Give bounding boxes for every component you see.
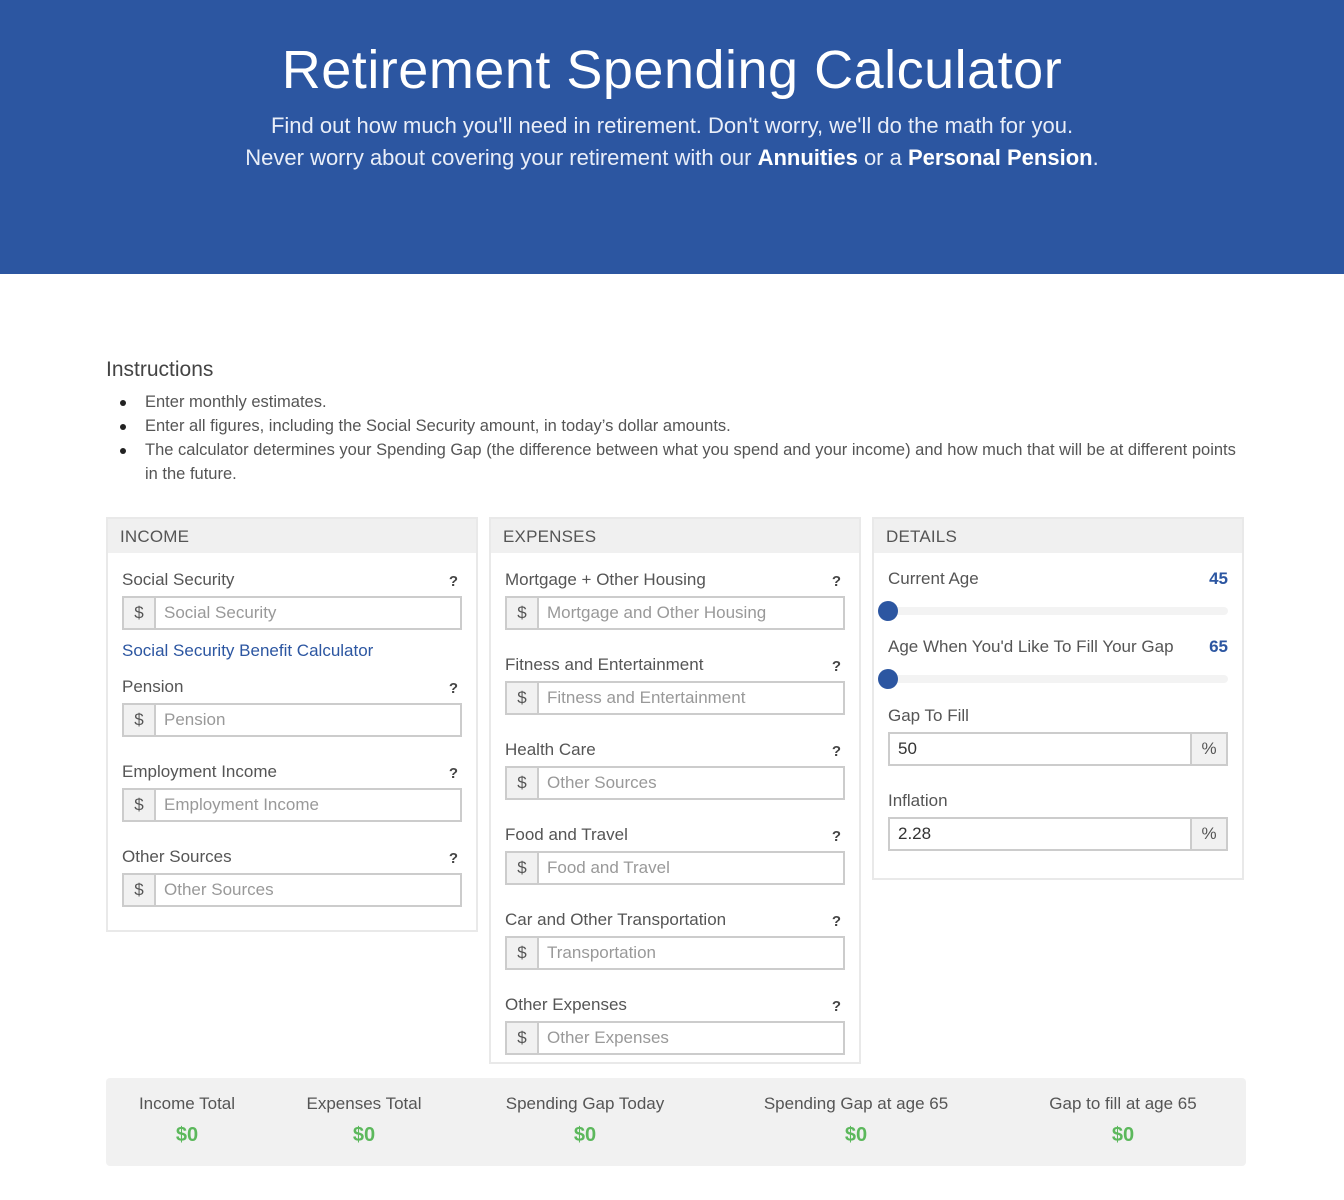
current-age-label: Current Age xyxy=(888,569,979,588)
help-icon[interactable]: ? xyxy=(448,765,458,782)
dollar-prefix: $ xyxy=(505,681,537,715)
dollar-prefix: $ xyxy=(122,596,154,630)
other-expenses-input[interactable]: Other Expenses xyxy=(537,1021,845,1055)
help-icon[interactable]: ? xyxy=(448,850,458,867)
details-panel xyxy=(872,517,1244,880)
other-sources-input[interactable]: Other Sources xyxy=(154,873,462,907)
hero-line-2-mid: or a xyxy=(857,145,908,170)
other-sources-field xyxy=(122,840,462,907)
help-icon[interactable]: ? xyxy=(831,658,841,675)
pension-field xyxy=(122,670,462,737)
percent-suffix: % xyxy=(1192,817,1228,851)
field-label: Pension xyxy=(122,677,184,696)
instructions-heading: Instructions xyxy=(106,358,214,381)
spending-gap-today xyxy=(506,1092,664,1147)
expenses-panel xyxy=(489,517,861,1064)
health-care-field xyxy=(505,733,845,800)
instruction-item: The calculator determines your Spending Gap (the difference between what you spend and your income) and how much that will be at different points in the future. xyxy=(106,438,1246,486)
hero-line-2-suffix: . xyxy=(1092,145,1099,170)
instruction-item: Enter monthly estimates. xyxy=(106,390,1246,414)
total-value: $0 xyxy=(175,1124,199,1146)
dollar-prefix: $ xyxy=(505,851,537,885)
page-title: Retirement Spending Calculator xyxy=(281,40,1063,100)
total-label: Gap to fill at age 65 xyxy=(1049,1094,1197,1113)
spending-gap-future xyxy=(764,1092,948,1147)
expenses-panel-title: EXPENSES xyxy=(491,519,859,553)
employment-income-input[interactable]: Employment Income xyxy=(154,788,462,822)
hero-subtitle xyxy=(0,110,1344,174)
dollar-prefix: $ xyxy=(122,703,154,737)
field-label: Fitness and Entertainment xyxy=(505,655,704,674)
help-icon[interactable]: ? xyxy=(448,573,458,590)
dollar-prefix: $ xyxy=(505,596,537,630)
fitness-field xyxy=(505,648,845,715)
transportation-field xyxy=(505,903,845,970)
inflation-field xyxy=(888,784,1228,851)
help-icon[interactable]: ? xyxy=(831,828,841,845)
hero-line-2-prefix: Never worry about covering your retirement with our xyxy=(245,145,758,170)
social-security-field xyxy=(122,563,462,630)
fill-age-row xyxy=(888,631,1228,699)
current-age-value: 45 xyxy=(1209,569,1228,588)
gap-to-fill-field xyxy=(888,699,1228,766)
mortgage-field xyxy=(505,563,845,630)
help-icon[interactable]: ? xyxy=(831,573,841,590)
gap-to-fill-total xyxy=(1049,1092,1196,1147)
food-travel-field xyxy=(505,818,845,885)
field-label: Mortgage + Other Housing xyxy=(505,570,706,589)
field-label: Employment Income xyxy=(122,762,277,781)
field-label: Social Security xyxy=(122,570,235,589)
hero-line-2 xyxy=(0,142,1344,174)
slider-thumb[interactable] xyxy=(878,601,898,621)
health-care-input[interactable]: Other Sources xyxy=(537,766,845,800)
mortgage-input[interactable]: Mortgage and Other Housing xyxy=(537,596,845,630)
total-value: $0 xyxy=(573,1124,597,1146)
hero-line-1: Find out how much you'll need in retirement. Don't worry, we'll do the math for you. xyxy=(270,113,1074,138)
fill-age-slider[interactable] xyxy=(888,675,1228,683)
details-panel-title: DETAILS xyxy=(874,519,1242,553)
fitness-input[interactable]: Fitness and Entertainment xyxy=(537,681,845,715)
total-value: $0 xyxy=(1111,1124,1135,1146)
inflation-input[interactable]: 2.28 xyxy=(888,817,1192,851)
slider-thumb[interactable] xyxy=(878,669,898,689)
total-label: Expenses Total xyxy=(306,1094,422,1113)
dollar-prefix: $ xyxy=(505,1021,537,1055)
current-age-slider[interactable] xyxy=(888,607,1228,615)
field-label: Food and Travel xyxy=(505,825,628,844)
help-icon[interactable]: ? xyxy=(448,680,458,697)
total-value: $0 xyxy=(352,1124,376,1146)
annuities-link[interactable]: Annuities xyxy=(757,145,858,170)
expenses-total xyxy=(307,1092,422,1147)
social-security-input[interactable]: Social Security xyxy=(154,596,462,630)
hero-banner xyxy=(0,0,1344,274)
help-icon[interactable]: ? xyxy=(831,998,841,1015)
personal-pension-link[interactable]: Personal Pension xyxy=(907,145,1093,170)
fill-age-value: 65 xyxy=(1209,637,1228,656)
field-label: Other Sources xyxy=(122,847,232,866)
food-travel-input[interactable]: Food and Travel xyxy=(537,851,845,885)
percent-suffix: % xyxy=(1192,732,1228,766)
income-total xyxy=(139,1092,235,1147)
help-icon[interactable]: ? xyxy=(831,743,841,760)
field-label: Other Expenses xyxy=(505,995,627,1014)
other-expenses-field xyxy=(505,988,845,1055)
employment-income-field xyxy=(122,755,462,822)
income-panel xyxy=(106,517,478,932)
income-panel-title: INCOME xyxy=(108,519,476,553)
instructions-section xyxy=(106,356,1246,486)
current-age-row xyxy=(888,563,1228,631)
dollar-prefix: $ xyxy=(122,788,154,822)
dollar-prefix: $ xyxy=(505,766,537,800)
dollar-prefix: $ xyxy=(122,873,154,907)
total-label: Spending Gap Today xyxy=(505,1094,665,1113)
field-label: Car and Other Transportation xyxy=(505,910,727,929)
total-label: Income Total xyxy=(138,1094,236,1113)
field-label: Inflation xyxy=(888,791,948,810)
field-label: Gap To Fill xyxy=(888,706,969,725)
dollar-prefix: $ xyxy=(505,936,537,970)
help-icon[interactable]: ? xyxy=(831,913,841,930)
gap-to-fill-input[interactable]: 50 xyxy=(888,732,1192,766)
field-label: Health Care xyxy=(505,740,596,759)
transportation-input[interactable]: Transportation xyxy=(537,936,845,970)
total-value: $0 xyxy=(844,1124,868,1146)
fill-age-label: Age When You'd Like To Fill Your Gap xyxy=(888,637,1174,656)
instruction-item: Enter all figures, including the Social Security amount, in today’s dollar amounts. xyxy=(106,414,1246,438)
totals-bar xyxy=(106,1078,1246,1166)
pension-input[interactable]: Pension xyxy=(154,703,462,737)
social-security-benefit-calculator-link[interactable]: Social Security Benefit Calculator xyxy=(122,641,374,660)
instructions-list xyxy=(106,390,1246,486)
total-label: Spending Gap at age 65 xyxy=(763,1094,949,1113)
